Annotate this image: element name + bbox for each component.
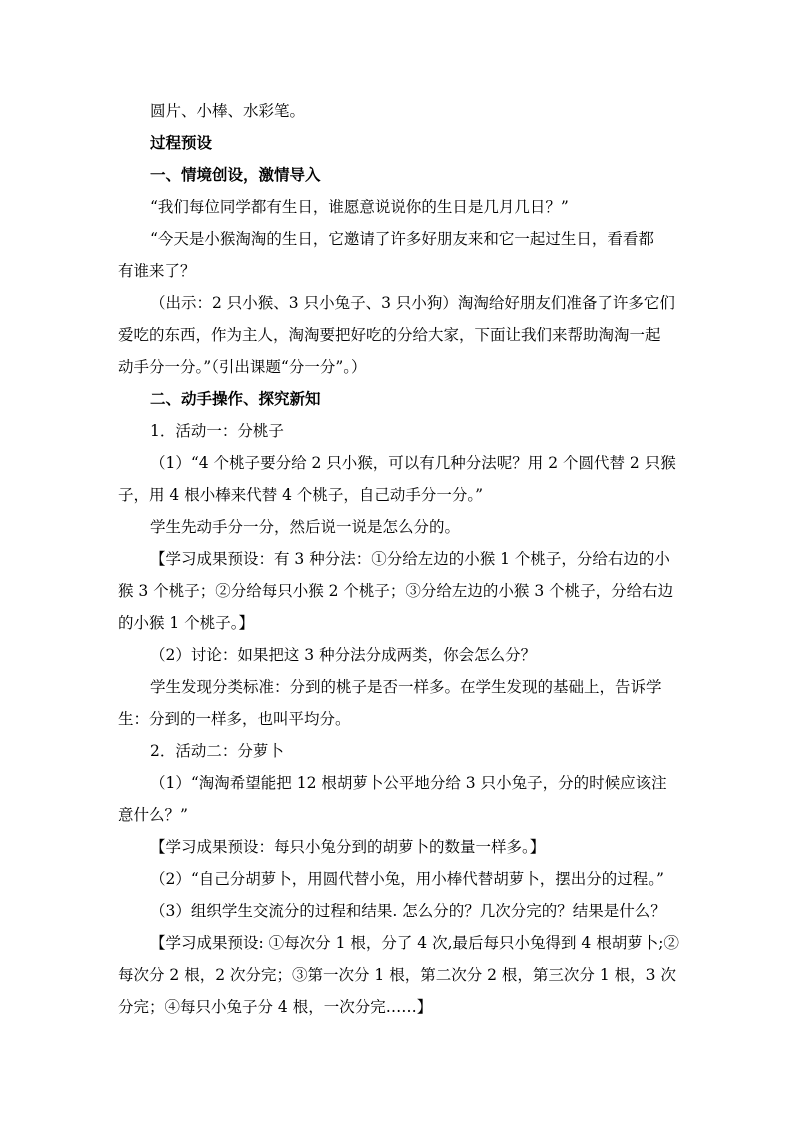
paragraph: 学生先动手分一分，然后说一说是怎么分的。 <box>150 518 461 536</box>
paragraph: 的小猴 1 个桃子。】 <box>118 614 254 632</box>
paragraph: 【学习成果预设：每只小兔分到的胡萝卜的数量一样多。】 <box>150 838 546 856</box>
paragraph: 【学习成果预设: ①每次分 1 根，分了 4 次,最后每只小兔得到 4 根胡萝卜;② <box>150 934 679 952</box>
paragraph: （3）组织学生交流分的过程和结果. 怎么分的？几次分完的？结果是什么？ <box>150 902 666 920</box>
paragraph: 每次分 2 根，2 次分完；③第一次分 1 根，第二次分 2 根，第三次分 1 根，3 次 <box>118 966 676 984</box>
paragraph: “我们每位同学都有生日，谁愿意说说你的生日是几月几日？” <box>150 198 569 216</box>
paragraph: 子，用 4 根小棒来代替 4 个桃子，自己动手分一分。” <box>118 486 484 504</box>
paragraph: 猴 3 个桃子；②分给每只小猴 2 个桃子；③分给左边的小猴 3 个桃子，分给右边 <box>118 582 674 600</box>
paragraph: （2）讨论：如果把这 3 种分法分成两类，你会怎么分？ <box>150 646 537 664</box>
paragraph: 分完；④每只小兔子分 4 根，一次分完……】 <box>118 998 433 1016</box>
paragraph: 【学习成果预设：有 3 种分法：①分给左边的小猴 1 个桃子，分给右边的小 <box>150 550 670 568</box>
paragraph: 生：分到的一样多，也叫平均分。 <box>118 710 351 728</box>
paragraph: “今天是小猴淘淘的生日，它邀请了许多好朋友来和它一起过生日，看看都 <box>150 230 654 248</box>
paragraph: （1）“4 个桃子要分给 2 只小猴，可以有几种分法呢？用 2 个圆代替 2 只猴 <box>150 454 676 472</box>
paragraph: 意什么？” <box>118 806 188 824</box>
paragraph: 有谁来了？ <box>118 262 196 280</box>
section2-title: 二、动手操作、探究新知 <box>150 389 321 408</box>
paragraph: （1）“淘淘希望能把 12 根胡萝卜公平地分给 3 只小兔子，分的时候应该注 <box>150 774 667 792</box>
activity1-title: 1．活动一：分桃子 <box>150 422 284 440</box>
paragraph: （2）“自己分胡萝卜，用圆代替小兔，用小棒代替胡萝卜，摆出分的过程。” <box>150 870 664 888</box>
heading-process: 过程预设 <box>150 133 213 152</box>
paragraph: 爱吃的东西，作为主人，淘淘要把好吃的分给大家，下面让我们来帮助淘淘一起 <box>118 326 661 344</box>
paragraph: 学生发现分类标准：分到的桃子是否一样多。在学生发现的基础上，告诉学 <box>150 678 662 696</box>
activity2-title: 2．活动二：分萝卜 <box>150 742 284 760</box>
section1-title: 一、情境创设，激情导入 <box>150 165 321 184</box>
materials-line: 圆片、小棒、水彩笔。 <box>150 102 306 120</box>
paragraph: （出示：2 只小猴、3 只小兔子、3 只小狗）淘淘给好朋友们准备了许多它们 <box>150 294 675 312</box>
paragraph: 动手分一分。”（引出课题“分一分”。） <box>118 358 367 376</box>
